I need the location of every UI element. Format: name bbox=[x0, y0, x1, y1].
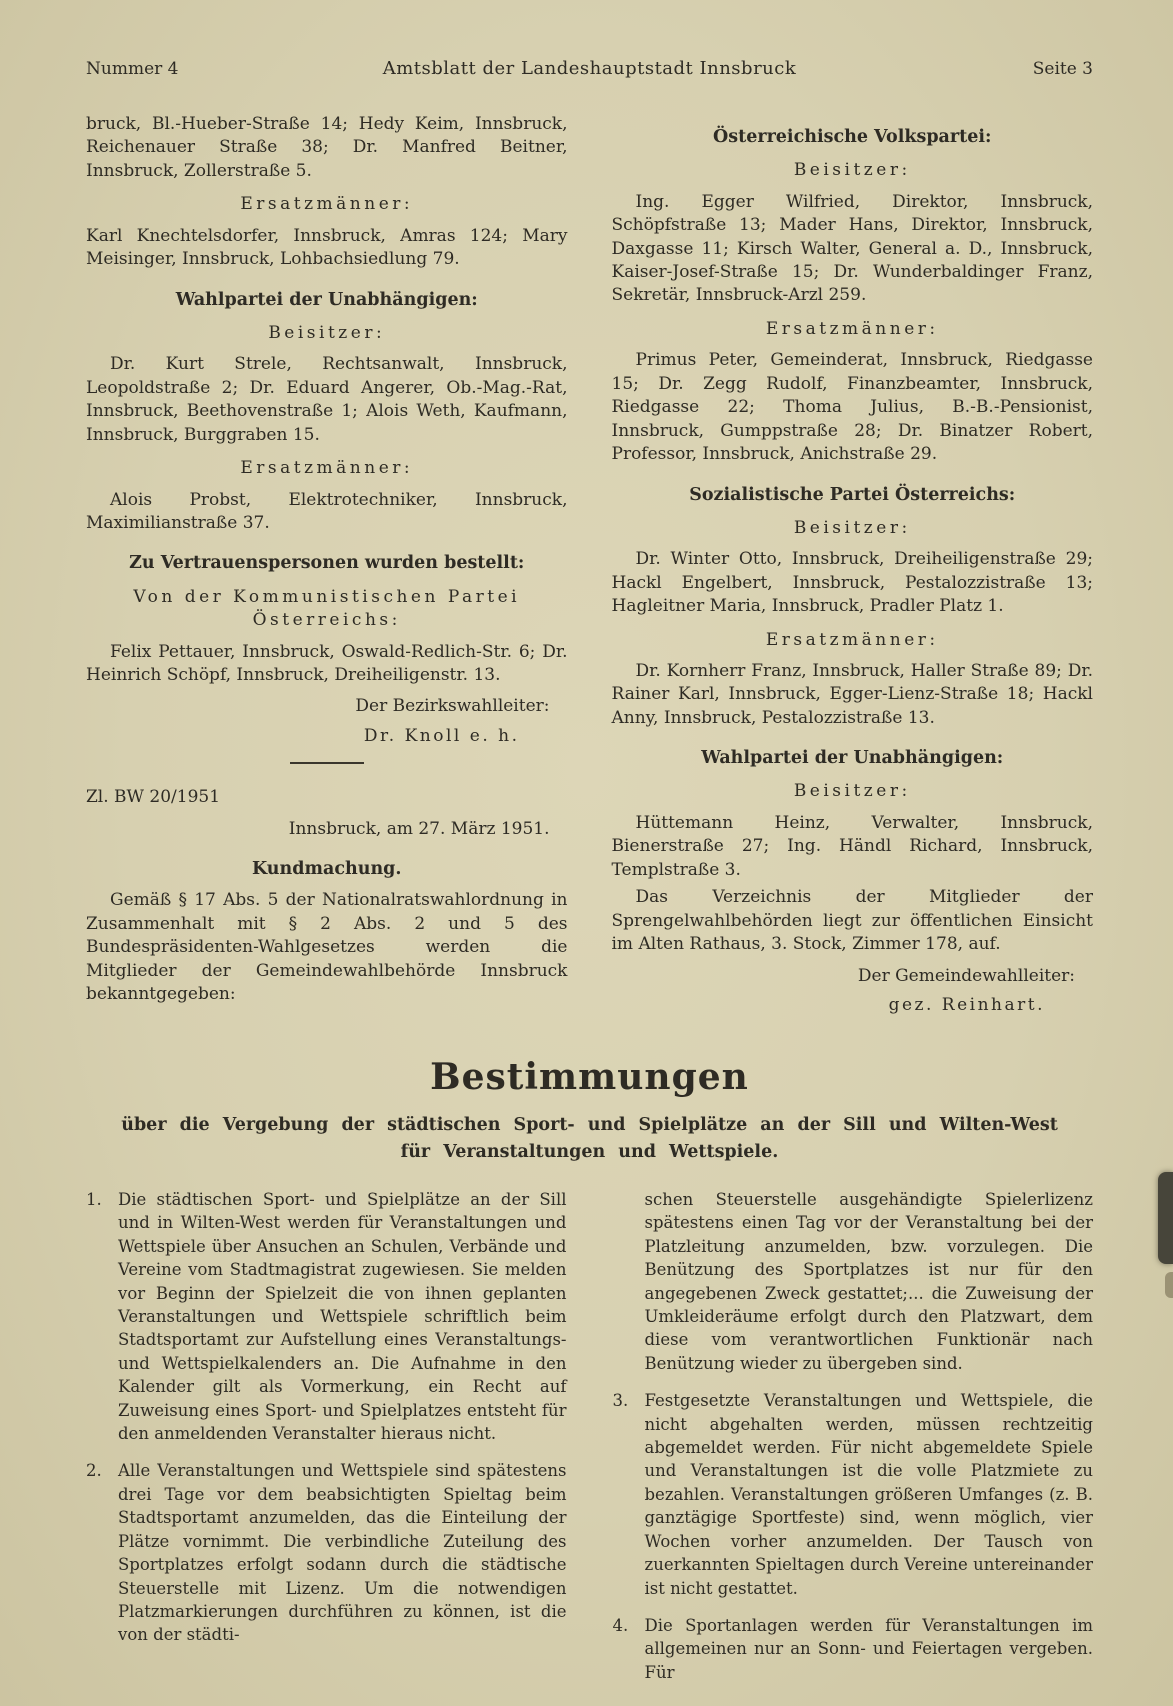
text-block bbox=[86, 322, 568, 345]
text: Beisitzer: bbox=[793, 781, 911, 802]
list-number: 2. bbox=[86, 1461, 102, 1481]
text-block bbox=[612, 349, 1094, 466]
section-column-left bbox=[86, 1188, 567, 1698]
text: Die Sportanlagen werden für Veranstaltungen im allgemeinen nur an Sonn- und Feiertagen vergeben. Für bbox=[644, 1615, 1093, 1682]
text: Ersatzmänner: bbox=[240, 194, 414, 215]
scan-artifact bbox=[1158, 1172, 1173, 1264]
text: bruck, Bl.-Hueber-Straße 14; Hedy Keim, Innsbruck, Reichenauer Straße 38; Dr. Manfred Beitner, Innsbruck, Zollerstraße 5. bbox=[86, 114, 568, 181]
text: Dr. Kornherr Franz, Innsbruck, Haller Straße 89; Dr. Rainer Karl, Innsbruck, Egger-Lienz-Straße 18; Hackl Anny, Innsbruck, Pestalozzistraße 13. bbox=[611, 660, 1093, 728]
gazette-title: Amtsblatt der Landeshauptstadt Innsbruck bbox=[382, 58, 797, 79]
divider-rule bbox=[290, 762, 364, 764]
list-item bbox=[612, 1389, 1094, 1600]
column-left bbox=[86, 109, 568, 1022]
text-block bbox=[612, 660, 1094, 730]
text-block bbox=[86, 586, 568, 633]
issue-number: Nummer 4 bbox=[86, 59, 179, 79]
text: gez. Reinhart. bbox=[888, 995, 1045, 1016]
text-block bbox=[86, 889, 568, 1006]
text-block bbox=[86, 489, 568, 536]
section-column-right bbox=[613, 1188, 1094, 1698]
text: Gemäß § 17 Abs. 5 der Nationalratswahlordnung in Zusammenhalt mit § 2 Abs. 2 und 5 des Bundespräsidenten-Wahlgesetzes werden die Mitglieder der Gemeindewahlbehörde Innsbruck bekanntgegeben: bbox=[86, 890, 568, 1005]
section-bestimmungen bbox=[86, 1056, 1093, 1699]
scan-artifact-small bbox=[1165, 1272, 1173, 1298]
section-subtitle: über die Vergebung der städtischen Sport- und Spielplätze an der Sill und Wilten-West für Veranstaltungen und Wettspiele. bbox=[121, 1114, 1058, 1162]
text-block bbox=[86, 551, 568, 575]
text-block bbox=[86, 225, 568, 272]
text: Wahlpartei der Unabhängigen: bbox=[175, 289, 478, 310]
text: Die städtischen Sport- und Spielplätze an der Sill und in Wilten-West werden für Veranstaltungen und Wettspiele über Ansuchen an Schulen, Verbände und Vereine vom Stadtmagistrat zugewiesen. Sie melden vor Beginn der Spielzeit die von ihnen geplanten Veranstaltungen und Wettspiele schriftlich beim Stadtsportamt zur Aufstellung eines Veranstaltungs- und Wettspielkalenders an. Die Aufnahme in den Kalender gilt als Vormerkung, ein Recht auf Zuweisung eines Sport- und Spielplatzes entsteht für den anmeldenden Veranstalter hieraus nicht. bbox=[118, 1189, 567, 1444]
text-block bbox=[86, 113, 568, 183]
text: Ersatzmänner: bbox=[765, 318, 939, 339]
text-block bbox=[86, 725, 568, 748]
text: Der Gemeindewahlleiter: bbox=[857, 965, 1075, 986]
section-columns bbox=[86, 1188, 1093, 1698]
text: Das Verzeichnis der Mitglieder der Sprengelwahlbehörden liegt zur öffentlichen Einsicht im Alten Rathaus, 3. Stock, Zimmer 178, auf. bbox=[611, 887, 1093, 955]
text: Österreichische Volkspartei: bbox=[713, 127, 992, 147]
text: Kundmachung. bbox=[251, 859, 402, 880]
text: Dr. Winter Otto, Innsbruck, Dreiheiligenstraße 29; Hackl Engelbert, Innsbruck, Pestalozzistraße 13; Hagleitner Maria, Innsbruck, Pradler Platz 1. bbox=[611, 549, 1093, 617]
column-right bbox=[612, 109, 1094, 1022]
list-item bbox=[86, 1188, 567, 1446]
text: Zl. BW 20/1951 bbox=[86, 787, 221, 808]
text: Alois Probst, Elektrotechniker, Innsbruck, Maximilianstraße 37. bbox=[86, 489, 568, 534]
text-block bbox=[612, 191, 1094, 308]
text: Innsbruck, am 27. März 1951. bbox=[288, 818, 550, 839]
text: Ing. Egger Wilfried, Direktor, Innsbruck, Schöpfstraße 13; Mader Hans, Direktor, Innsbruck, Daxgasse 11; Kirsch Walter, General a. D., Innsbruck, Kaiser-Josef-Straße 15; Dr. Wunderbaldinger Franz, Sekretär, Innsbruck-Arzl 259. bbox=[611, 191, 1093, 306]
text: Ersatzmänner: bbox=[240, 458, 414, 479]
text-block bbox=[612, 517, 1094, 540]
text: Von der Kommunistischen Partei Österreichs: bbox=[133, 586, 521, 631]
text: Hüttemann Heinz, Verwalter, Innsbruck, Bienerstraße 27; Ing. Händl Richard, Innsbruck, Templstraße 3. bbox=[611, 812, 1093, 880]
text-block bbox=[612, 629, 1094, 652]
text-block bbox=[86, 695, 568, 718]
text: Dr. Kurt Strele, Rechtsanwalt, Innsbruck, Leopoldstraße 2; Dr. Eduard Angerer, Ob.-Mag.-Rat, Innsbruck, Beethovenstraße 1; Alois Weth, Kaufmann, Innsbruck, Burggraben 15. bbox=[86, 354, 568, 445]
text-block bbox=[86, 353, 568, 447]
text-block bbox=[86, 288, 568, 312]
text-block bbox=[612, 780, 1094, 803]
masthead bbox=[86, 58, 1093, 79]
text-block bbox=[86, 786, 568, 809]
text: Primus Peter, Gemeinderat, Innsbruck, Riedgasse 15; Dr. Zegg Rudolf, Finanzbeamter, Innsbruck, Riedgasse 22; Thoma Julius, B.-B.-Pensionist, Innsbruck, Gumppstraße 28; Dr. Binatzer Robert, Professor, Innsbruck, Anichstraße 29. bbox=[611, 350, 1093, 465]
text: Karl Knechtelsdorfer, Innsbruck, Amras 124; Mary Meisinger, Innsbruck, Lohbachsiedlung 79. bbox=[86, 225, 568, 270]
list-item bbox=[86, 1459, 567, 1646]
text: Ersatzmänner: bbox=[765, 629, 939, 650]
text: Beisitzer: bbox=[793, 517, 911, 538]
text: schen Steuerstelle ausgehändigte Spielerlizenz spätestens einen Tag vor der Veranstaltung bei der Platzleitung anzumelden, bzw. vorzulegen. Die Benützung des Sportplatzes ist nur für den angegebenen Zweck gestattet;... die Zuweisung der Umkleideräume erfolgt durch den Platzwart, dem diese vom verantwortlichen Funktionär nach Benützung wieder zu übergeben sind. bbox=[644, 1189, 1093, 1373]
text-block bbox=[612, 548, 1094, 618]
list-number: 4. bbox=[612, 1615, 629, 1635]
text-block bbox=[86, 818, 568, 841]
text: Alle Veranstaltungen und Wettspiele sind spätestens drei Tage vor dem beabsichtigten Spieltag beim Stadtsportamt anzumelden, das die Einteilung der Plätze vornimmt. Die verbindliche Zuteilung des Sportplatzes erfolgt sodann durch die städtische Steuerstelle mit Lizenz. Um die notwendigen Platzmarkierungen durchführen zu können, ist die von der städti- bbox=[118, 1461, 567, 1645]
text: Wahlpartei der Unabhängigen: bbox=[701, 748, 1004, 769]
text: Dr. Knoll e. h. bbox=[363, 725, 520, 746]
text-block bbox=[86, 641, 568, 688]
text: Festgesetzte Veranstaltungen und Wettspiele, die nicht abgehalten werden, müssen rechtzeitig abgemeldet werden. Für nicht abgemeldete Spiele und Veranstaltungen ist die volle Platzmiete zu bezahlen. Veranstaltungen größeren Umfanges (z. B. ganztägige Sportfeste) sind, wenn möglich, vier Wochen vorher anzumelden. Der Tausch von zuerkannten Spieltagen durch Vereine untereinander ist nicht gestattet. bbox=[644, 1391, 1093, 1598]
text-block bbox=[86, 857, 568, 881]
text-block bbox=[86, 193, 568, 216]
text-block bbox=[612, 746, 1094, 770]
text-block bbox=[612, 318, 1094, 341]
text-block bbox=[645, 1188, 1094, 1375]
list-number: 1. bbox=[86, 1189, 102, 1209]
top-columns bbox=[86, 109, 1093, 1022]
list-number: 3. bbox=[612, 1391, 629, 1411]
text-block bbox=[612, 965, 1094, 988]
text-block bbox=[86, 457, 568, 480]
text-block bbox=[612, 994, 1094, 1017]
text: Beisitzer: bbox=[793, 160, 911, 181]
text-block bbox=[612, 159, 1094, 182]
text-block bbox=[612, 886, 1094, 956]
text-block bbox=[612, 812, 1094, 882]
text-block bbox=[612, 125, 1094, 149]
text: Zu Vertrauenspersonen wurden bestellt: bbox=[129, 553, 525, 574]
page-number: Seite 3 bbox=[1032, 59, 1093, 79]
section-title: Bestimmungen bbox=[430, 1055, 749, 1098]
list-item bbox=[612, 1614, 1094, 1684]
text-block bbox=[612, 483, 1094, 507]
text: Felix Pettauer, Innsbruck, Oswald-Redlich-Str. 6; Dr. Heinrich Schöpf, Innsbruck, Dreiheiligenstr. 13. bbox=[86, 641, 568, 685]
text: Sozialistische Partei Österreichs: bbox=[689, 484, 1016, 505]
text: Der Bezirkswahlleiter: bbox=[355, 696, 550, 717]
text: Beisitzer: bbox=[268, 322, 386, 343]
